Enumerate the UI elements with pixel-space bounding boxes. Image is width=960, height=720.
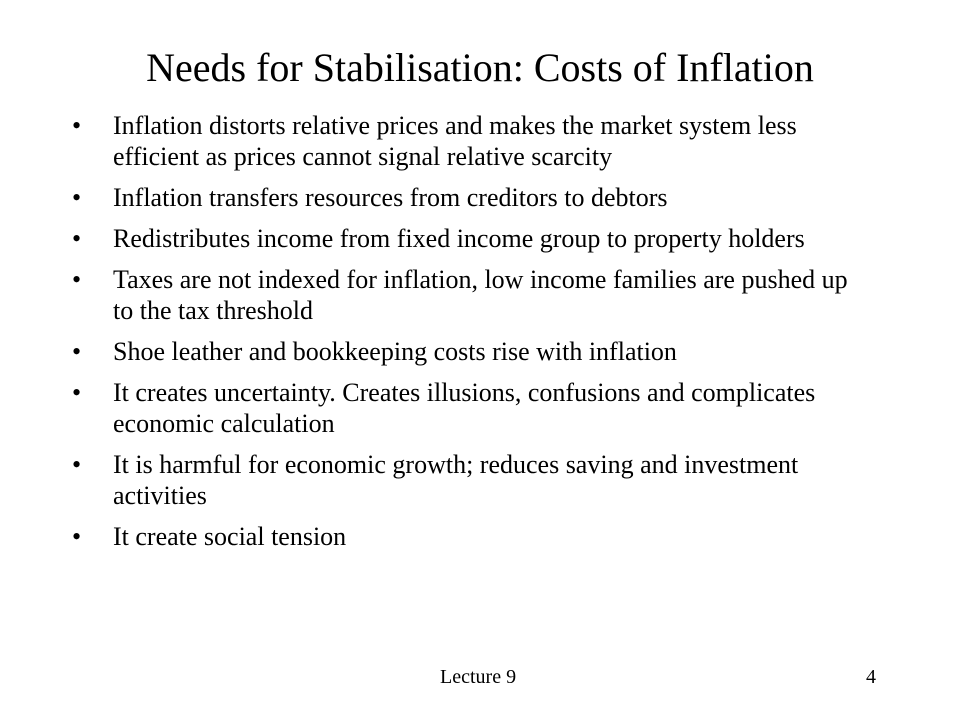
- bullet-item: [72, 264, 872, 326]
- bullet-text: It create social tension: [113, 522, 347, 551]
- bullet-text: It is harmful for economic growth; reduces saving and investment activities: [113, 450, 799, 510]
- bullet-dot-icon: •: [72, 450, 82, 479]
- bullet-dot-icon: •: [72, 522, 82, 551]
- bullet-text: Inflation transfers resources from creditors to debtors: [113, 183, 668, 212]
- bullet-text: Redistributes income from fixed income group to property holders: [113, 224, 805, 253]
- footer-page-number: 4: [866, 666, 876, 688]
- bullet-item: [72, 223, 872, 254]
- bullet-item: [72, 449, 872, 511]
- bullet-dot-icon: •: [72, 337, 82, 366]
- bullet-text: Inflation distorts relative prices and makes the market system less efficient as prices cannot signal relative scarcity: [113, 111, 797, 171]
- bullet-item: [72, 336, 872, 367]
- bullet-dot-icon: •: [72, 183, 82, 212]
- bullet-item: [72, 377, 872, 439]
- slide-title: Needs for Stabilisation: Costs of Inflation: [146, 45, 814, 90]
- bullet-dot-icon: •: [72, 111, 82, 140]
- bullet-dot-icon: •: [72, 265, 82, 294]
- bullet-text: It creates uncertainty. Creates illusions, confusions and complicates economic calculation: [113, 378, 816, 438]
- bullet-dot-icon: •: [72, 378, 82, 407]
- bullet-item: [72, 182, 872, 213]
- bullet-item: [72, 110, 872, 172]
- footer-lecture-label: Lecture 9: [440, 666, 517, 688]
- bullet-list: [72, 110, 872, 562]
- bullet-text: Shoe leather and bookkeeping costs rise with inflation: [113, 337, 677, 366]
- bullet-text: Taxes are not indexed for inflation, low income families are pushed up to the tax threshold: [113, 265, 848, 325]
- bullet-dot-icon: •: [72, 224, 82, 253]
- bullet-item: [72, 521, 872, 552]
